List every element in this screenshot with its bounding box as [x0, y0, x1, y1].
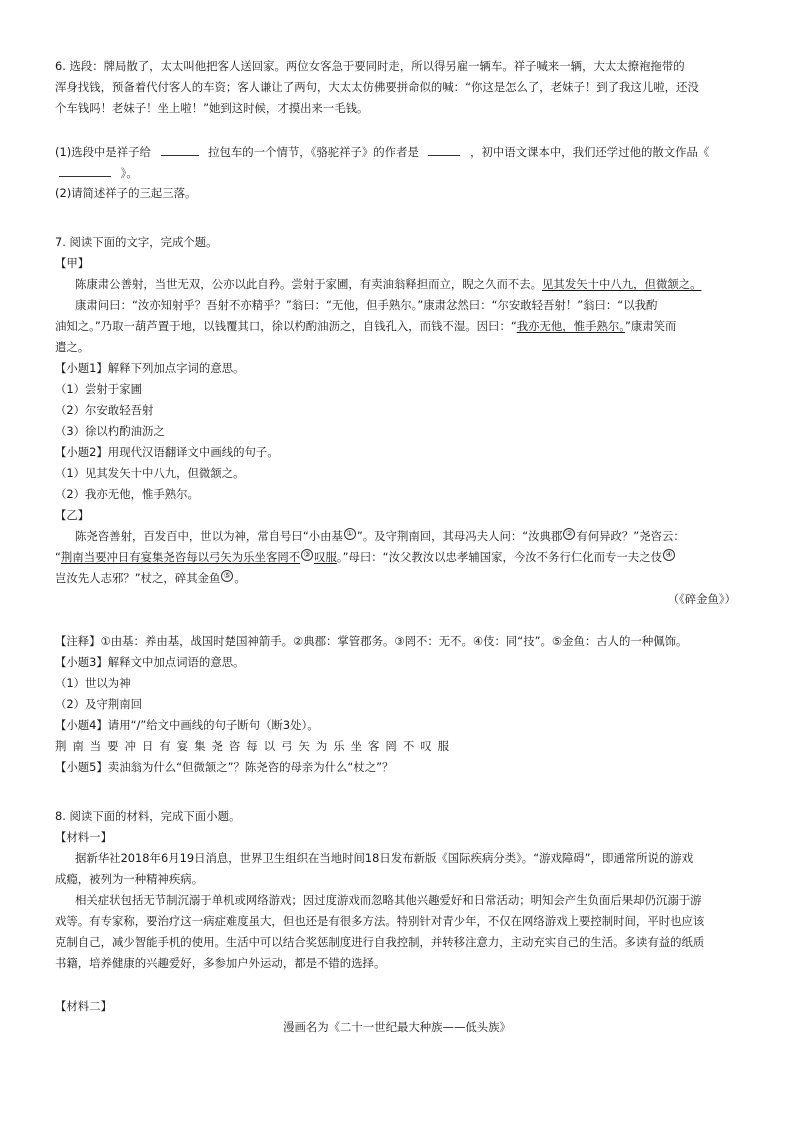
q7-notes: 【注释】①由基：养由基，战国时楚国神箭手。②典郡：掌管郡务。③罔不：无不。④伎：同“技”。⑤金鱼：古人的一种佩饰。 — [55, 634, 688, 648]
q8-cartoon-caption: 漫画名为《二十一世纪最大种族——低头族》 — [283, 1020, 511, 1034]
q7-sub3-title: 【小题3】解释文中加点词语的意思。 — [55, 655, 245, 669]
q6-sub1-text-d: 》。 — [120, 166, 138, 180]
q8-m1-line-3: 相关症状包括无节制沉溺于单机或网络游戏；因过度游戏而忽略其他兴趣爱好和日常活动；明知会产生负面后果却仍沉溺于游 — [75, 893, 702, 907]
q7-yi-line-1 — [75, 528, 685, 544]
q8-title: 8. 阅读下面的材料，完成下面小题。 — [55, 809, 241, 823]
q7-sub1-item-2: （2）尔安敢轻吾射 — [55, 403, 154, 417]
q7-yi-underlined-sentence — [61, 550, 337, 564]
q7-yi-underlined-text: 荆南当要冲日有宴集尧咨每以弓矢为乐坐客罔不 — [60, 550, 301, 564]
q7-yi-label: 【乙】 — [55, 508, 90, 522]
footnote-marker-2: ② — [563, 528, 575, 540]
q7-yi-text-2d: 。”母曰：“汝父教汝以忠孝辅国家，今汝不务行仁化而专一夫之伎 — [336, 550, 662, 564]
q6-sub2: (2)请简述祥子的三起三落。 — [55, 186, 197, 200]
q7-sub3-item-2: （2）及守荆南回 — [55, 697, 142, 711]
q7-jia-text-3: 油知之。”乃取一葫芦置于地，以钱覆其口，徐以杓酌油沥之，自钱孔入，而钱不湿。因曰：“ — [55, 319, 517, 333]
q7-sub3-item-1: （1）世以为神 — [55, 676, 131, 690]
q7-jia-text-1: 陈康肃公善射，当世无双，公亦以此自矜。尝射于家圃，有卖油翁释担而立，睨之久而不去。 — [75, 277, 543, 291]
q7-sub1-item-3: （3）徐以杓酌油沥之 — [55, 424, 165, 438]
q8-m1-line-2: 成瘾，被列为一种精神疾病。 — [55, 872, 204, 886]
q7-sub1-item-1: （1）尝射于家圃 — [55, 382, 142, 396]
q8-m1-line-1: 据新华社2018年6月19日消息，世界卫生组织在当地时间18日发布新版《国际疾病分类》。“游戏障碍”，即通常所说的游戏 — [75, 851, 694, 865]
q7-sub2-item-1: （1）见其发矢十中八九，但微颔之。 — [55, 466, 245, 480]
q8-material-1-label: 【材料一】 — [55, 830, 112, 844]
q7-jia-line-4: 遣之。 — [55, 340, 90, 354]
q6-blank-2[interactable] — [428, 143, 460, 156]
footnote-marker-5: ⑤ — [221, 570, 233, 582]
q7-yi-text-3a: 岂汝先人志邪？”杖之，碎其金鱼 — [55, 571, 221, 585]
q7-sub2-title: 【小题2】用现代汉语翻译文中画线的句子。 — [55, 445, 279, 459]
q7-sub2-item-2: （2）我亦无他，惟手熟尔。 — [55, 487, 199, 501]
q6-para-line-3: 个车钱吗！老妹子！坐上啦！”她到这时候，才摸出来一毛钱。 — [55, 101, 369, 115]
q7-jia-text-3-tail: ”康肃笑而 — [624, 319, 677, 333]
q7-jia-line-3 — [55, 318, 676, 334]
q7-jia-label: 【甲】 — [55, 256, 90, 270]
q7-yi-line-3 — [55, 570, 246, 586]
q6-sub1-text-c: ，初中语文课本中，我们还学过他的散文作品《 — [470, 145, 710, 159]
q6-blank-3[interactable] — [59, 164, 111, 177]
q7-yi-line-2 — [55, 549, 676, 565]
q6-sub1-line — [55, 143, 709, 160]
q7-yi-text-3b: 。 — [234, 571, 246, 585]
q6-sub1-line-2 — [55, 164, 138, 181]
q8-material-2-label: 【材料二】 — [55, 999, 112, 1013]
q7-yi-text-2a: “ — [55, 550, 61, 564]
q7-yi-underlined-end: 叹服 — [314, 550, 337, 564]
q7-yi-text-1c: 有何异政？”尧咨云： — [576, 529, 685, 543]
q6-sub1-text-a: (1)选段中是祥子给 — [55, 145, 151, 159]
q6-para-line-2: 浑身找钱，预备着代付客人的车资；客人谦让了两句，大太太仿佛要拼命似的喊：“你这是怎么了，老妹子！到了我这儿啦，还没 — [55, 80, 699, 94]
q6-blank-1[interactable] — [161, 143, 199, 156]
q7-sub4-sentence: 荆南当要冲日有宴集尧咨每以弓矢为乐坐客罔不叹服 — [55, 739, 455, 753]
q7-yi-text-1a: 陈尧咨善射，百发百中，世以为神，常自号曰“小由基 — [75, 529, 343, 543]
q7-underlined-sentence-1: 见其发矢十中八九，但微颔之。 — [542, 277, 702, 291]
q7-sub4-title: 【小题4】请用“/”给文中画线的句子断句（断3处）。 — [55, 718, 319, 732]
q7-jia-line-1 — [75, 276, 702, 292]
q8-m1-line-6: 书籍，培养健康的兴趣爱好，多参加户外运动，都是不错的选择。 — [55, 956, 386, 970]
q7-sub5-title: 【小题5】卖油翁为什么“但微颔之”？陈尧咨的母亲为什么“杖之”？ — [55, 760, 394, 774]
footnote-marker-4: ④ — [663, 549, 675, 561]
q8-m1-line-5: 克制自己，减少智能手机的使用。生活中可以结合奖惩制度进行自我控制，并转移注意力，主动充实自己的生活。多读有益的纸质 — [55, 935, 705, 949]
footnote-marker-1: ① — [344, 528, 356, 540]
q7-source: （《碎金鱼》） — [667, 592, 736, 606]
q7-sub1-title: 【小题1】解释下列加点字词的意思。 — [55, 361, 245, 375]
q7-underlined-sentence-2: 我亦无他，惟手熟尔。 — [516, 319, 625, 333]
footnote-marker-3: ③ — [301, 549, 313, 561]
q8-m1-line-4: 戏等。有专家称，要治疗这一病症难度虽大，但也还是有很多方法。特别针对青少年，不仅在网络游戏上要控制时间，平时也应该 — [55, 914, 705, 928]
q6-para-line-1: 6. 选段：牌局散了，太太叫他把客人送回家。两位女客急于要同时走，所以得另雇一辆车。祥子喊来一辆，大太太撩袍拖带的 — [55, 59, 685, 73]
q7-jia-line-2: 康肃问曰：“汝亦知射乎？吾射不亦精乎？”翁曰：“无他，但手熟尔。”康肃忿然曰：“尔安敢轻吾射！”翁曰：“以我酌 — [75, 298, 658, 312]
q6-sub1-text-b: 拉包车的一个情节，《骆驼祥子》的作者是 — [208, 145, 419, 159]
q7-title: 7. 阅读下面的文字，完成个题。 — [55, 235, 218, 249]
q7-yi-text-1b: ”。及守荆南回，其母冯夫人问：“汝典郡 — [356, 529, 563, 543]
